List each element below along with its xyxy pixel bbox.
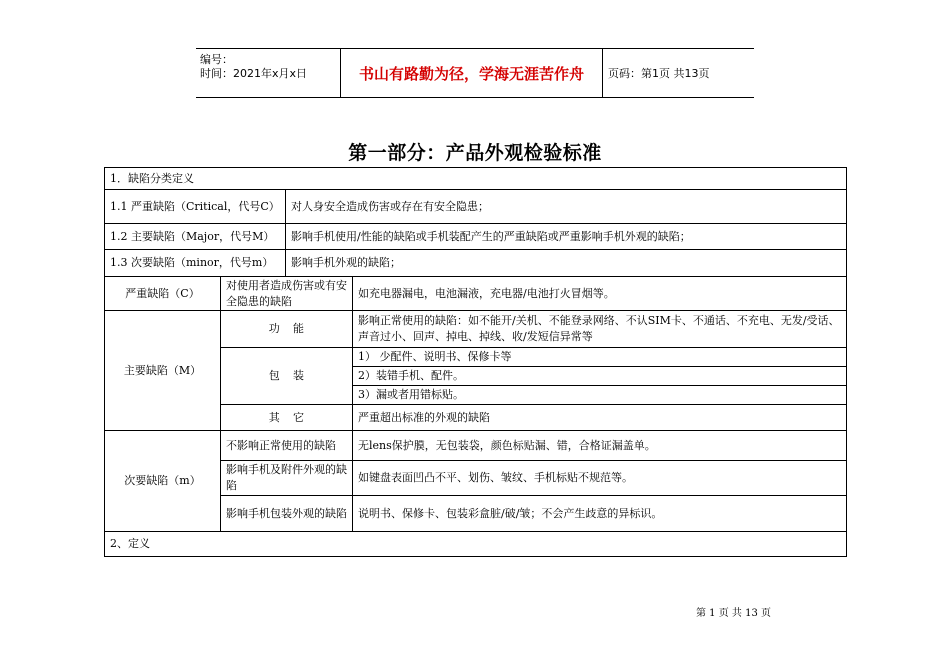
def-label: 1.3 次要缺陷（minor，代号m） [105, 250, 286, 277]
minor-desc: 说明书、保修卡、包装彩盒脏/破/皱；不会产生歧意的异标识。 [353, 496, 847, 532]
major-function-desc: 影响正常使用的缺陷：如不能开/关机、不能登录网络、不认SIM卡、不通话、不充电、无发/受话、声音过小、回声、掉电、掉线、收/发短信异常等 [353, 311, 847, 348]
table-row [105, 224, 847, 250]
minor-desc: 无lens保护膜，无包装袋，颜色标贴漏、错，合格证漏盖单。 [353, 431, 847, 461]
table-row [105, 532, 847, 557]
def-label: 1.2 主要缺陷（Major，代号M） [105, 224, 286, 250]
major-function-label: 功能 [221, 311, 353, 348]
number-label: 编号： [200, 53, 233, 66]
critical-subcategory: 对使用者造成伤害或有安全隐患的缺陷 [221, 277, 353, 311]
critical-category: 严重缺陷（C） [105, 277, 221, 311]
major-package-label: 包装 [221, 348, 353, 405]
def-desc: 影响手机外观的缺陷； [286, 250, 847, 277]
table-row [105, 168, 847, 190]
def-desc: 对人身安全造成伤害或存在有安全隐患； [286, 190, 847, 224]
page-header [196, 48, 754, 98]
table-row [105, 250, 847, 277]
major-category: 主要缺陷（M） [105, 311, 221, 431]
section-heading: 1．缺陷分类定义 [105, 168, 847, 190]
header-motto: 书山有路勤为径，学海无涯苦作舟 [340, 49, 603, 97]
table-row [105, 277, 847, 311]
section-heading: 2、定义 [105, 532, 847, 557]
major-other-label: 其它 [221, 405, 353, 431]
minor-subcategory: 不影响正常使用的缺陷 [221, 431, 353, 461]
minor-desc: 如键盘表面凹凸不平、划伤、皱纹、手机标贴不规范等。 [353, 461, 847, 496]
page-footer: 第 1 页 共 13 页 [696, 608, 771, 619]
major-package-item: 1） 少配件、说明书、保修卡等 [353, 348, 847, 367]
table-row [105, 311, 847, 348]
major-package-item: 2）装错手机、配件。 [353, 367, 847, 386]
time-label: 时间：2021年x月x日 [200, 67, 308, 80]
minor-category: 次要缺陷（m） [105, 431, 221, 532]
def-desc: 影响手机使用/性能的缺陷或手机装配产生的严重缺陷或严重影响手机外观的缺陷； [286, 224, 847, 250]
minor-subcategory: 影响手机包装外观的缺陷 [221, 496, 353, 532]
major-other-desc: 严重超出标准的外观的缺陷 [353, 405, 847, 431]
def-label: 1.1 严重缺陷（Critical，代号C） [105, 190, 286, 224]
header-page-info: 页码：第1页 共13页 [608, 67, 710, 80]
header-meta [200, 53, 340, 81]
minor-subcategory: 影响手机及附件外观的缺陷 [221, 461, 353, 496]
critical-desc: 如充电器漏电，电池漏液，充电器/电池打火冒烟等。 [353, 277, 847, 311]
defect-standard-table [104, 167, 847, 557]
table-row [105, 431, 847, 461]
table-row [105, 190, 847, 224]
major-package-item: 3）漏或者用错标贴。 [353, 386, 847, 405]
page-title: 第一部分：产品外观检验标准 [348, 142, 602, 164]
